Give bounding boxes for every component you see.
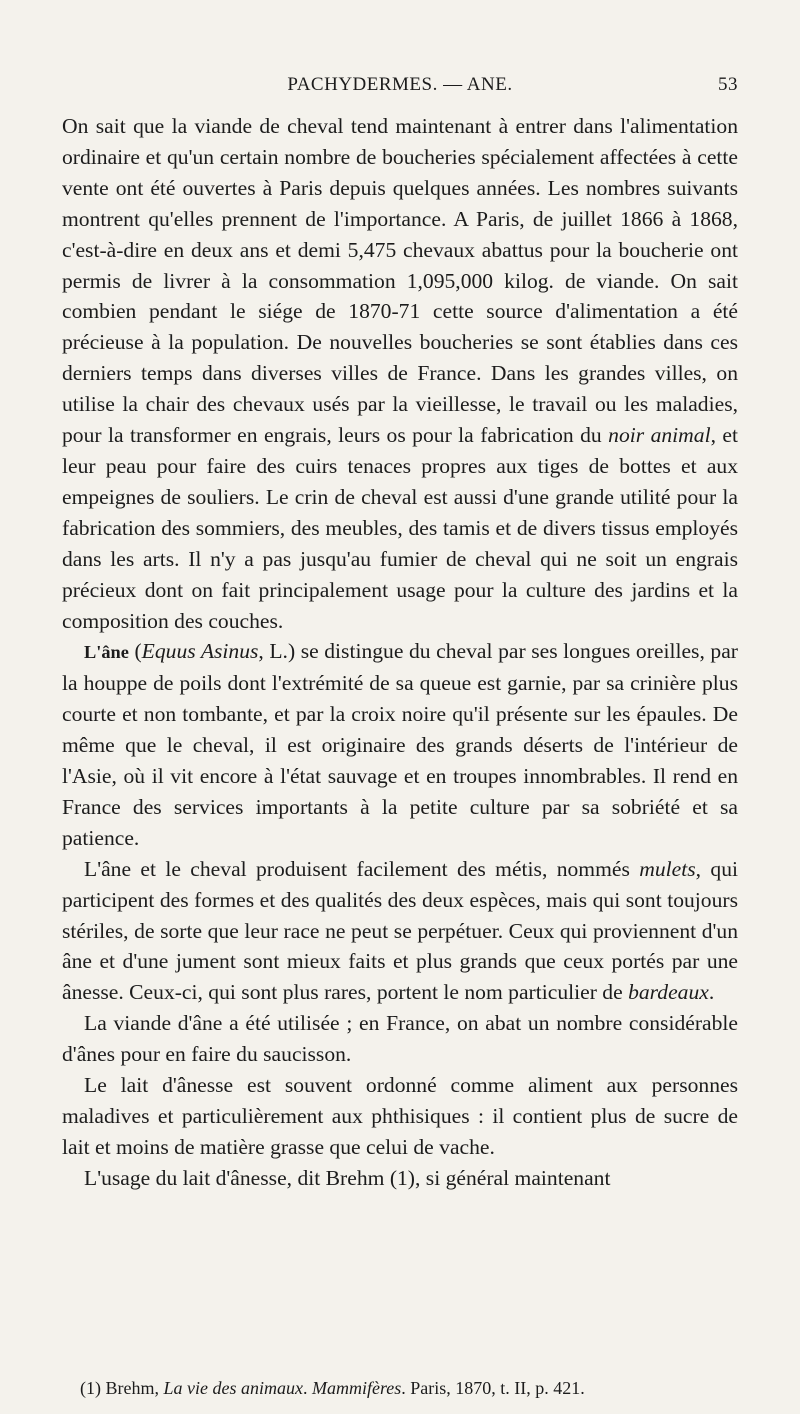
paragraph-mules xyxy=(62,854,738,1009)
paragraph-text: L'âne et le cheval produisent facilement des métis, nommés xyxy=(84,856,640,881)
paragraph-donkey-milk: Le lait d'ânesse est souvent ordonné comme aliment aux personnes maladives et particulièrement aux phthisiques : il contient plus de sucre de lait et moins de matière grasse que celui de vache. xyxy=(62,1073,738,1159)
paragraph-text: . xyxy=(708,980,715,1005)
paragraph-brehm: L'usage du lait d'ânesse, dit Brehm (1), si général maintenant xyxy=(84,1165,611,1190)
latin-name: Equus Asinus xyxy=(141,639,259,664)
footnote-volume: Mammifères xyxy=(311,1378,402,1398)
emphasis-text: noir animal xyxy=(608,423,711,448)
paragraph-donkey xyxy=(62,636,738,853)
page-number: 53 xyxy=(718,74,738,95)
footnote-text: . Paris, 1870, t. II, p. 421. xyxy=(401,1378,585,1398)
paragraph-text: , qui participent des formes et des qualités des deux espèces, mais qui sont toujours stériles, de sorte que leur race ne peut se perpétuer. Ceux qui proviennent d'un âne et d'une jument sont mieux faits et plus grands que ceux portés par une ânesse. Ceux-ci, qui sont plus rares, portent le nom particulier de xyxy=(62,856,738,1005)
paragraph-text: , et leur peau pour faire des cuirs tenaces propres aux tiges de bottes et aux empeignes de souliers. Le crin de cheval est aussi d'une grande utilité pour la fabrication des sommiers, des meubles, des tamis et de divers tissus employés dans les arts. Il n'y a pas jusqu'au fumier de cheval qui ne soit un engrais précieux dont on fait principalement usage pour la culture des jardins et la composition des couches. xyxy=(62,423,738,633)
section-lead: L'âne xyxy=(84,642,129,663)
footnote-text: (1) Brehm, xyxy=(80,1378,164,1398)
body-text xyxy=(62,111,738,1194)
paragraph-text: On sait que la viande de cheval tend maintenant à entrer dans l'alimentation ordinaire et qu'un certain nombre de boucheries spécialement affectées à cette vente ont été ouvertes à Paris depuis quelques années. Les nombres suivants montrent qu'elles prennent de l'importance. A Paris, de juillet 1866 à 1868, c'est-à-dire en deux ans et demi 5,475 chevaux abattus pour la boucherie ont permis de livrer à la consommation 1,095,000 kilog. de viande. On sait combien pendant le siége de 1870-71 cette source d'alimentation a été précieuse à la population. De nouvelles boucheries se sont établies dans ces derniers temps dans diverses villes de France. Dans les grandes villes, on utilise la chair des chevaux usés par la vieillesse, le travail ou les maladies, pour la transformer en engrais, leurs os pour la fabrication du xyxy=(62,114,738,448)
paragraph-text: , L.) se distingue du cheval par ses longues oreilles, par la houppe de poils dont l'extrémité de sa queue est garnie, par sa crinière plus courte et non tombante, et par la croix noire qu'il présente sur les épaules. De même que le cheval, il est originaire des grands déserts de l'intérieur de l'Asie, où il vit encore à l'état sauvage et en troupes innombrables. Il rend en France des services importants à la petite culture par sa sobriété et sa patience. xyxy=(62,639,738,850)
footnote xyxy=(80,1376,738,1400)
paragraph-text: ( xyxy=(128,639,142,664)
footnote-text: . xyxy=(302,1378,312,1398)
running-head-title: PACHYDERMES. — ANE. xyxy=(287,74,513,95)
footnote-title: La vie des animaux xyxy=(163,1378,303,1398)
emphasis-text: mulets xyxy=(639,856,696,881)
emphasis-text: bardeaux xyxy=(628,980,709,1005)
paragraph-horse-meat xyxy=(62,111,738,636)
paragraph-donkey-meat: La viande d'âne a été utilisée ; en France, on abat un nombre considérable d'ânes pour en faire du saucisson. xyxy=(62,1011,738,1067)
running-head xyxy=(62,74,738,104)
